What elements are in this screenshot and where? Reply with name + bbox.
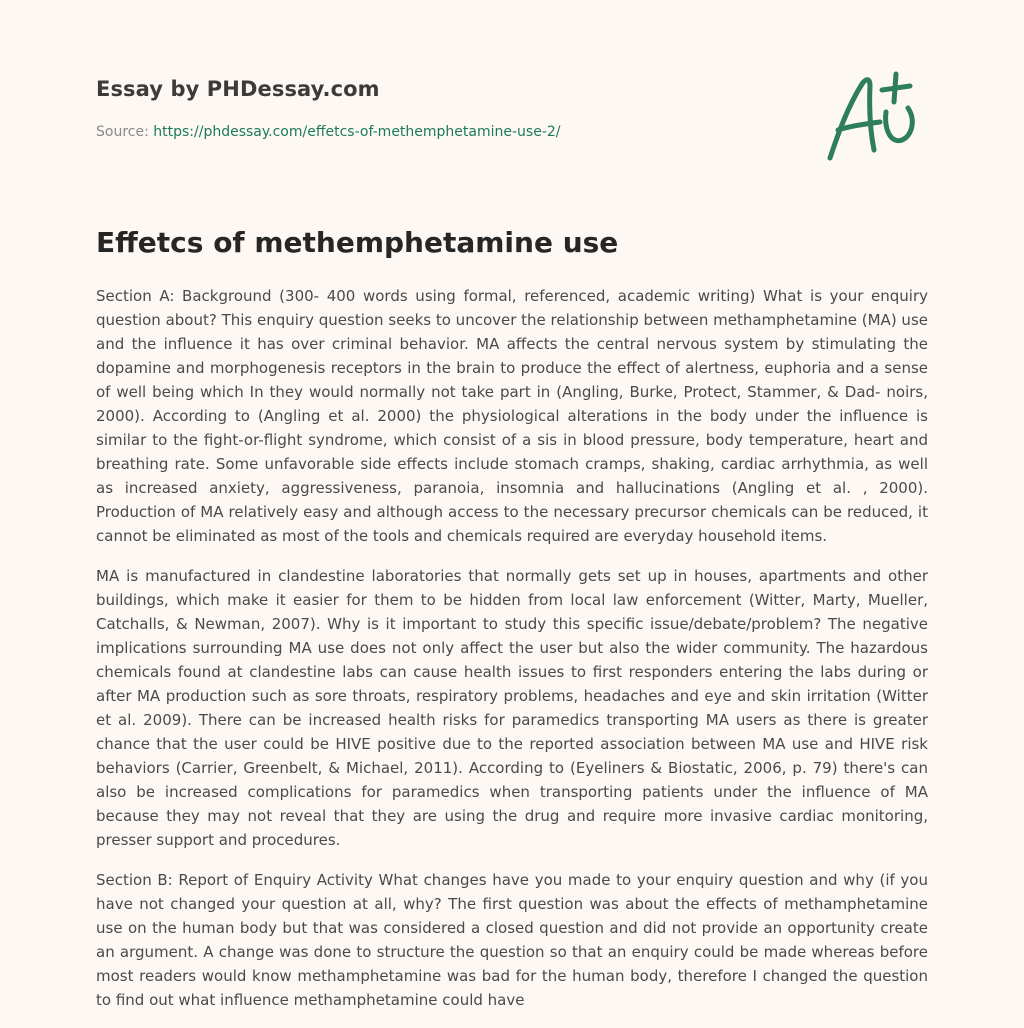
site-brand: Essay by PHDessay.com [96, 77, 380, 101]
essay-title: Effetcs of methemphetamine use [96, 226, 619, 259]
source-link[interactable]: https://phdessay.com/effetcs-of-methemphetamine-use-2/ [153, 124, 561, 140]
essay-paragraph: Section A: Background (300- 400 words using formal, referenced, academic writing) What is your enquiry question about? This enquiry question seeks to uncover the relationship between methamphetamine (MA) use and the influence it has over criminal behavior. MA affects the central nervous system by stimulating the dopamine and morphogenesis receptors in the brain to produce the effect of alertness, euphoria and a sense of well being which In they would normally not take part in (Angling, Burke, Protect, Stammer, & Dad- noirs, 2000). According to (Angling et al. 2000) the physiological alterations in the body under the influence is similar to the fight-or-flight syndrome, which consist of a sis in blood pressure, body temperature, heart and breathing rate. Some unfavorable side effects include stomach cramps, shaking, cardiac arrhythmia, as well as increased anxiety, aggressiveness, paranoia, insomnia and hallucinations (Angling et al. , 2000). Production of MA relatively easy and although access to the necessary precursor chemicals can be reduced, it cannot be eliminated as most of the tools and chemicals required are everyday household items. [96, 287, 928, 545]
essay-body [96, 284, 928, 1028]
a-plus-grade-icon [824, 68, 928, 164]
essay-paragraph: MA is manufactured in clandestine laboratories that normally gets set up in houses, apartments and other buildings, which make it easier for them to be hidden from local law enforcement (Witter, Marty, Mueller, Catchalls, & Newman, 2007). Why is it important to study this specific issue/debate/problem? The negative implications surrounding MA use does not only affect the user but also the wider community. The hazardous chemicals found at clandestine labs can cause health issues to first responders entering the labs during or after MA production such as sore throats, respiratory problems, headaches and eye and skin irritation (Witter et al. 2009). There can be increased health risks for paramedics transporting MA users as there is greater chance that the user could be HIVE positive due to the reported association between MA use and HIVE risk behaviors (Carrier, Greenbelt, & Michael, 2011). According to (Eyeliners & Biostatic, 2006, p. 79) there's can also be increased complications for paramedics when transporting patients under the influence of MA because they may not reveal that they are using the drug and require more invasive cardiac monitoring, presser support and procedures. [96, 567, 928, 849]
source-label: Source: [96, 124, 149, 140]
source-line [96, 124, 561, 140]
essay-paragraph: Section B: Report of Enquiry Activity What changes have you made to your enquiry question and why (if you have not changed your question at all, why? The first question was about the effects of methamphetamine use on the human body but that was considered a closed question and did not provide an opportunity create an argument. A change was done to structure the question so that an enquiry could be made whereas before most readers would know methamphetamine was bad for the human body, therefore I changed the question to find out what influence methamphetamine could have [96, 871, 928, 1009]
